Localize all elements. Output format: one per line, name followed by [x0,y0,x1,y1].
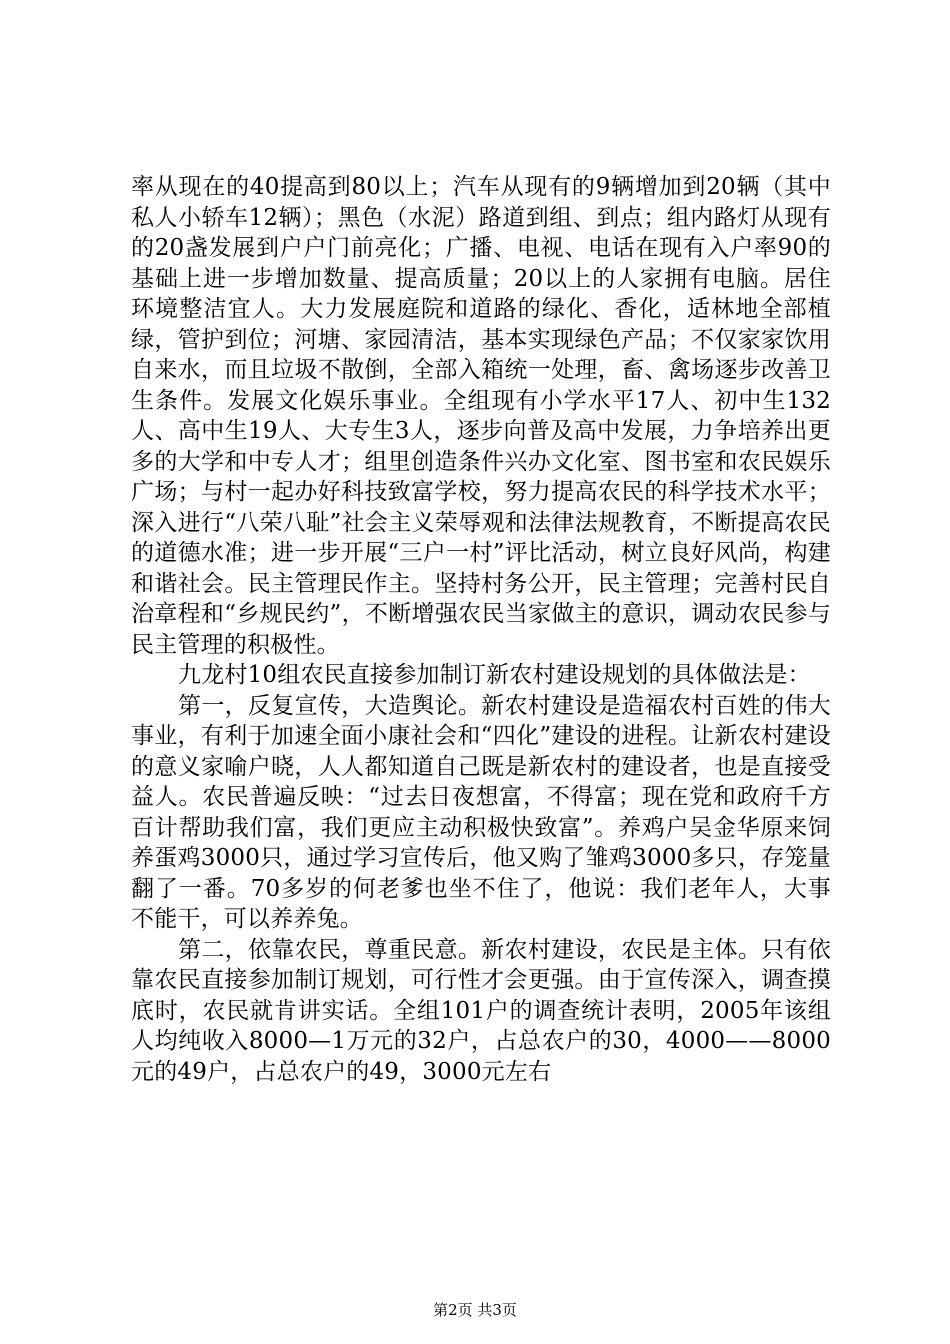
paragraph-1: 率从现在的40提高到80以上；汽车从现有的9辆增加到20辆（其中私人小轿车12辆）；黑色（水泥）路道到组、到点；组内路灯从现有的20盏发展到户户门前亮化；广播、电视、电话在现有入户率90的基础上进一步增加数量、提高质量；20以上的人家拥有电脑。居住环境整洁宜人。大力发展庭院和道路的绿化、香化，适林地全部植绿，管护到位；河塘、家园清洁，基本实现绿色产品；不仅家家饮用自来水，而且垃圾不散倒，全部入箱统一处理，畜、禽场逐步改善卫生条件。发展文化娱乐事业。全组现有小学水平17人、初中生132人、高中生19人、大专生3人，逐步向普及高中发展，力争培养出更多的大学和中专人才；组里创造条件兴办文化室、图书室和农民娱乐广场；与村一起办好科技致富学校，努力提高农民的科学技术水平；深入进行“八荣八耻”社会主义荣辱观和法律法规教育，不断提高农民的道德水准；进一步开展“三户一村”评比活动，树立良好风尚，构建和谐社会。民主管理民作主。坚持村务公开，民主管理；完善村民自治章程和“乡规民约”，不断增强农民当家做主的意识，调动农民参与民主管理的积极性。 [131,174,831,658]
paragraph-2: 九龙村10组农民直接参加制订新农村建设规划的具体做法是： [178,662,811,688]
page-number-footer: 第2页 共3页 [433,1301,517,1319]
document-body [131,172,831,1087]
paragraph-3: 第一，反复宣传，大造舆论。新农村建设是造福农村百姓的伟大事业，有利于加速全面小康社会和“四化”建设的进程。让新农村建设的意义家喻户晓，人人都知道自己既是新农村的建设者，也是直接受益人。农民普遍反映：“过去日夜想富，不得富；现在党和政府千方百计帮助我们富，我们更应主动积极快致富”。养鸡户吴金华原来饲养蛋鸡3000只，通过学习宣传后，他又购了雏鸡3000多只，存笼量翻了一番。70多岁的何老爹也坐不住了，他说：我们老年人，大事不能干，可以养养兔。 [131,692,831,932]
paragraph-4: 第二，依靠农民，尊重民意。新农村建设，农民是主体。只有依靠农民直接参加制订规划，可行性才会更强。由于宣传深入，调查摸底时，农民就肯讲实话。全组101户的调查统计表明，2005年该组人均纯收入8000—1万元的32户，占总农户的30，4000——8000元的49户，占总农户的49，3000元左右 [131,936,831,1085]
